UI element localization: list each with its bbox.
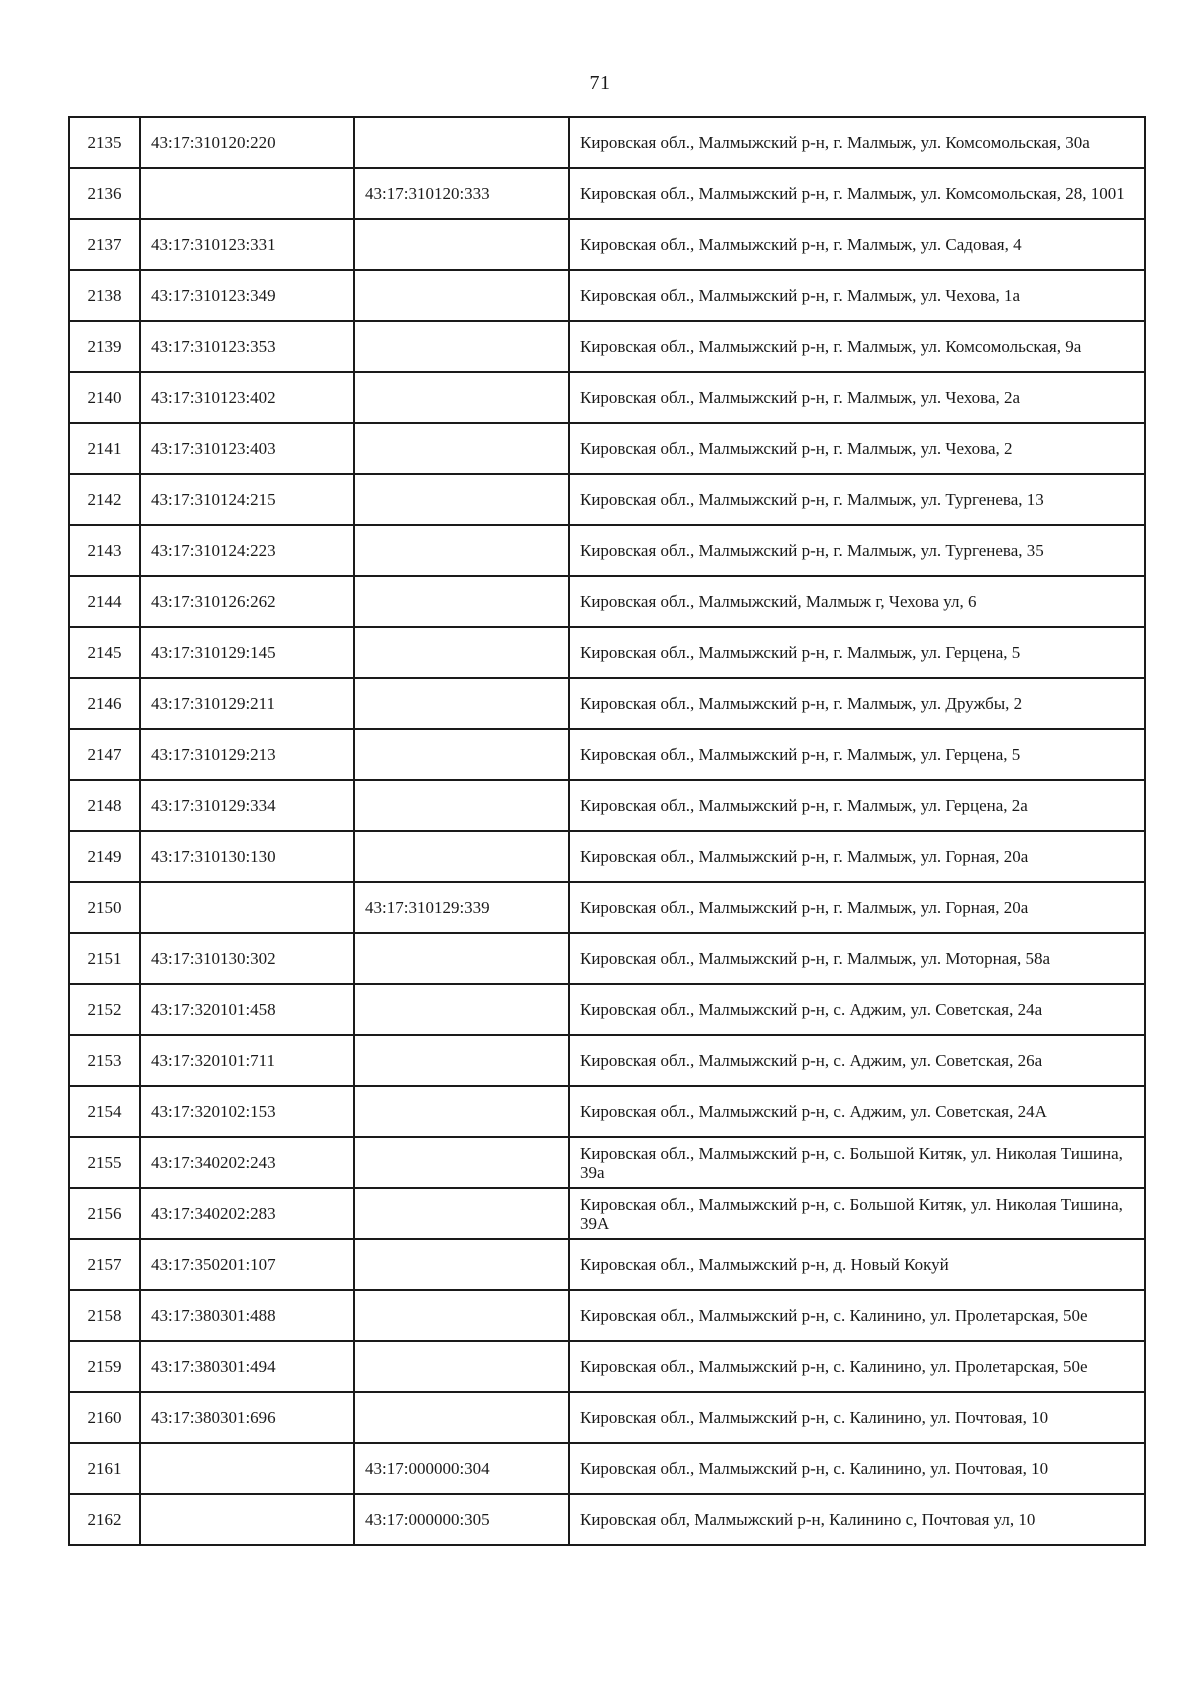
address-cell: Кировская обл., Малмыжский р-н, г. Малмыж, ул. Тургенева, 13 [569,474,1145,525]
building-cadastral-number-cell [354,474,569,525]
table-row [69,780,1145,831]
table-row [69,1290,1145,1341]
table-row [69,678,1145,729]
table-row [69,1392,1145,1443]
building-cadastral-number-cell: 43:17:000000:304 [354,1443,569,1494]
building-cadastral-number-cell [354,1086,569,1137]
building-cadastral-number-cell [354,270,569,321]
row-number-cell: 2152 [69,984,140,1035]
table-row [69,1035,1145,1086]
table-row [69,1494,1145,1545]
address-cell: Кировская обл., Малмыжский р-н, с. Большой Китяк, ул. Николая Тишина, 39а [569,1137,1145,1188]
row-number-cell: 2136 [69,168,140,219]
row-number-cell: 2144 [69,576,140,627]
row-number-cell: 2151 [69,933,140,984]
cadastral-number-cell: 43:17:320102:153 [140,1086,354,1137]
address-cell: Кировская обл., Малмыжский р-н, д. Новый Кокуй [569,1239,1145,1290]
table-row [69,372,1145,423]
row-number-cell: 2139 [69,321,140,372]
building-cadastral-number-cell [354,525,569,576]
cadastral-number-cell: 43:17:320101:711 [140,1035,354,1086]
row-number-cell: 2137 [69,219,140,270]
building-cadastral-number-cell [354,576,569,627]
row-number-cell: 2146 [69,678,140,729]
address-cell: Кировская обл., Малмыжский, Малмыж г, Чехова ул, 6 [569,576,1145,627]
cadastral-number-cell: 43:17:310124:223 [140,525,354,576]
cadastral-number-cell [140,882,354,933]
row-number-cell: 2159 [69,1341,140,1392]
building-cadastral-number-cell [354,729,569,780]
building-cadastral-number-cell [354,1392,569,1443]
cadastral-number-cell: 43:17:310123:403 [140,423,354,474]
cadastral-number-cell: 43:17:310123:349 [140,270,354,321]
row-number-cell: 2145 [69,627,140,678]
table-row [69,1443,1145,1494]
building-cadastral-number-cell [354,372,569,423]
row-number-cell: 2138 [69,270,140,321]
building-cadastral-number-cell [354,321,569,372]
table-row [69,1137,1145,1188]
building-cadastral-number-cell: 43:17:310120:333 [354,168,569,219]
building-cadastral-number-cell [354,219,569,270]
cadastral-number-cell: 43:17:310124:215 [140,474,354,525]
table-row [69,168,1145,219]
building-cadastral-number-cell [354,831,569,882]
building-cadastral-number-cell [354,1035,569,1086]
building-cadastral-number-cell [354,1341,569,1392]
row-number-cell: 2135 [69,117,140,168]
address-cell: Кировская обл., Малмыжский р-н, г. Малмыж, ул. Герцена, 5 [569,729,1145,780]
address-cell: Кировская обл., Малмыжский р-н, с. Аджим, ул. Советская, 24А [569,1086,1145,1137]
table-row [69,576,1145,627]
address-cell: Кировская обл., Малмыжский р-н, с. Калинино, ул. Почтовая, 10 [569,1443,1145,1494]
table-row [69,1188,1145,1239]
address-cell: Кировская обл., Малмыжский р-н, с. Большой Китяк, ул. Николая Тишина, 39А [569,1188,1145,1239]
address-cell: Кировская обл., Малмыжский р-н, г. Малмыж, ул. Моторная, 58а [569,933,1145,984]
address-cell: Кировская обл, Малмыжский р-н, Калинино с, Почтовая ул, 10 [569,1494,1145,1545]
address-cell: Кировская обл., Малмыжский р-н, г. Малмыж, ул. Горная, 20а [569,882,1145,933]
cadastral-number-cell: 43:17:310123:402 [140,372,354,423]
address-cell: Кировская обл., Малмыжский р-н, г. Малмыж, ул. Садовая, 4 [569,219,1145,270]
cadastral-number-cell: 43:17:320101:458 [140,984,354,1035]
table-row [69,984,1145,1035]
building-cadastral-number-cell [354,117,569,168]
table-row [69,1341,1145,1392]
table-row [69,1086,1145,1137]
address-cell: Кировская обл., Малмыжский р-н, г. Малмыж, ул. Комсомольская, 30а [569,117,1145,168]
table-row [69,117,1145,168]
building-cadastral-number-cell [354,1290,569,1341]
address-cell: Кировская обл., Малмыжский р-н, г. Малмыж, ул. Комсомольская, 9а [569,321,1145,372]
address-cell: Кировская обл., Малмыжский р-н, г. Малмыж, ул. Комсомольская, 28, 1001 [569,168,1145,219]
address-cell: Кировская обл., Малмыжский р-н, г. Малмыж, ул. Дружбы, 2 [569,678,1145,729]
row-number-cell: 2148 [69,780,140,831]
cadastral-number-cell: 43:17:310123:353 [140,321,354,372]
cadastral-number-cell: 43:17:310129:145 [140,627,354,678]
row-number-cell: 2156 [69,1188,140,1239]
table-row [69,1239,1145,1290]
row-number-cell: 2150 [69,882,140,933]
row-number-cell: 2154 [69,1086,140,1137]
address-cell: Кировская обл., Малмыжский р-н, с. Калинино, ул. Пролетарская, 50е [569,1290,1145,1341]
table-row [69,474,1145,525]
building-cadastral-number-cell [354,627,569,678]
address-cell: Кировская обл., Малмыжский р-н, г. Малмыж, ул. Герцена, 2а [569,780,1145,831]
cadastral-number-cell [140,1494,354,1545]
row-number-cell: 2142 [69,474,140,525]
cadastral-number-cell: 43:17:310130:302 [140,933,354,984]
cadastral-number-cell: 43:17:310130:130 [140,831,354,882]
address-cell: Кировская обл., Малмыжский р-н, с. Аджим, ул. Советская, 24а [569,984,1145,1035]
address-cell: Кировская обл., Малмыжский р-н, с. Калинино, ул. Почтовая, 10 [569,1392,1145,1443]
address-cell: Кировская обл., Малмыжский р-н, г. Малмыж, ул. Чехова, 2 [569,423,1145,474]
address-cell: Кировская обл., Малмыжский р-н, с. Калинино, ул. Пролетарская, 50е [569,1341,1145,1392]
cadastral-number-cell: 43:17:310129:211 [140,678,354,729]
address-cell: Кировская обл., Малмыжский р-н, г. Малмыж, ул. Тургенева, 35 [569,525,1145,576]
page-number: 71 [589,72,611,94]
cadastral-number-cell: 43:17:380301:696 [140,1392,354,1443]
address-cell: Кировская обл., Малмыжский р-н, г. Малмыж, ул. Чехова, 1а [569,270,1145,321]
building-cadastral-number-cell: 43:17:310129:339 [354,882,569,933]
table-row [69,831,1145,882]
table-row [69,423,1145,474]
address-cell: Кировская обл., Малмыжский р-н, г. Малмыж, ул. Чехова, 2а [569,372,1145,423]
building-cadastral-number-cell [354,678,569,729]
cadastral-number-cell: 43:17:310120:220 [140,117,354,168]
address-cell: Кировская обл., Малмыжский р-н, г. Малмыж, ул. Герцена, 5 [569,627,1145,678]
cadastral-number-cell [140,1443,354,1494]
building-cadastral-number-cell [354,780,569,831]
row-number-cell: 2153 [69,1035,140,1086]
row-number-cell: 2162 [69,1494,140,1545]
table-row [69,882,1145,933]
cadastral-number-cell: 43:17:310129:213 [140,729,354,780]
table-row [69,933,1145,984]
row-number-cell: 2160 [69,1392,140,1443]
cadastral-number-cell: 43:17:310123:331 [140,219,354,270]
cadastral-number-cell: 43:17:380301:488 [140,1290,354,1341]
building-cadastral-number-cell [354,1239,569,1290]
row-number-cell: 2157 [69,1239,140,1290]
row-number-cell: 2149 [69,831,140,882]
row-number-cell: 2147 [69,729,140,780]
row-number-cell: 2158 [69,1290,140,1341]
registry-table-body [69,117,1145,1545]
table-row [69,321,1145,372]
cadastral-number-cell: 43:17:310129:334 [140,780,354,831]
building-cadastral-number-cell [354,984,569,1035]
table-row [69,627,1145,678]
cadastral-number-cell: 43:17:350201:107 [140,1239,354,1290]
building-cadastral-number-cell [354,933,569,984]
row-number-cell: 2143 [69,525,140,576]
table-row [69,729,1145,780]
cadastral-number-cell [140,168,354,219]
address-cell: Кировская обл., Малмыжский р-н, г. Малмыж, ул. Горная, 20а [569,831,1145,882]
row-number-cell: 2155 [69,1137,140,1188]
building-cadastral-number-cell [354,423,569,474]
table-row [69,525,1145,576]
building-cadastral-number-cell: 43:17:000000:305 [354,1494,569,1545]
cadastral-number-cell: 43:17:380301:494 [140,1341,354,1392]
building-cadastral-number-cell [354,1188,569,1239]
row-number-cell: 2140 [69,372,140,423]
cadastral-number-cell: 43:17:340202:283 [140,1188,354,1239]
row-number-cell: 2161 [69,1443,140,1494]
building-cadastral-number-cell [354,1137,569,1188]
cadastral-number-cell: 43:17:310126:262 [140,576,354,627]
address-cell: Кировская обл., Малмыжский р-н, с. Аджим, ул. Советская, 26а [569,1035,1145,1086]
cadastral-number-cell: 43:17:340202:243 [140,1137,354,1188]
table-row [69,270,1145,321]
row-number-cell: 2141 [69,423,140,474]
table-row [69,219,1145,270]
registry-table [68,116,1146,1546]
